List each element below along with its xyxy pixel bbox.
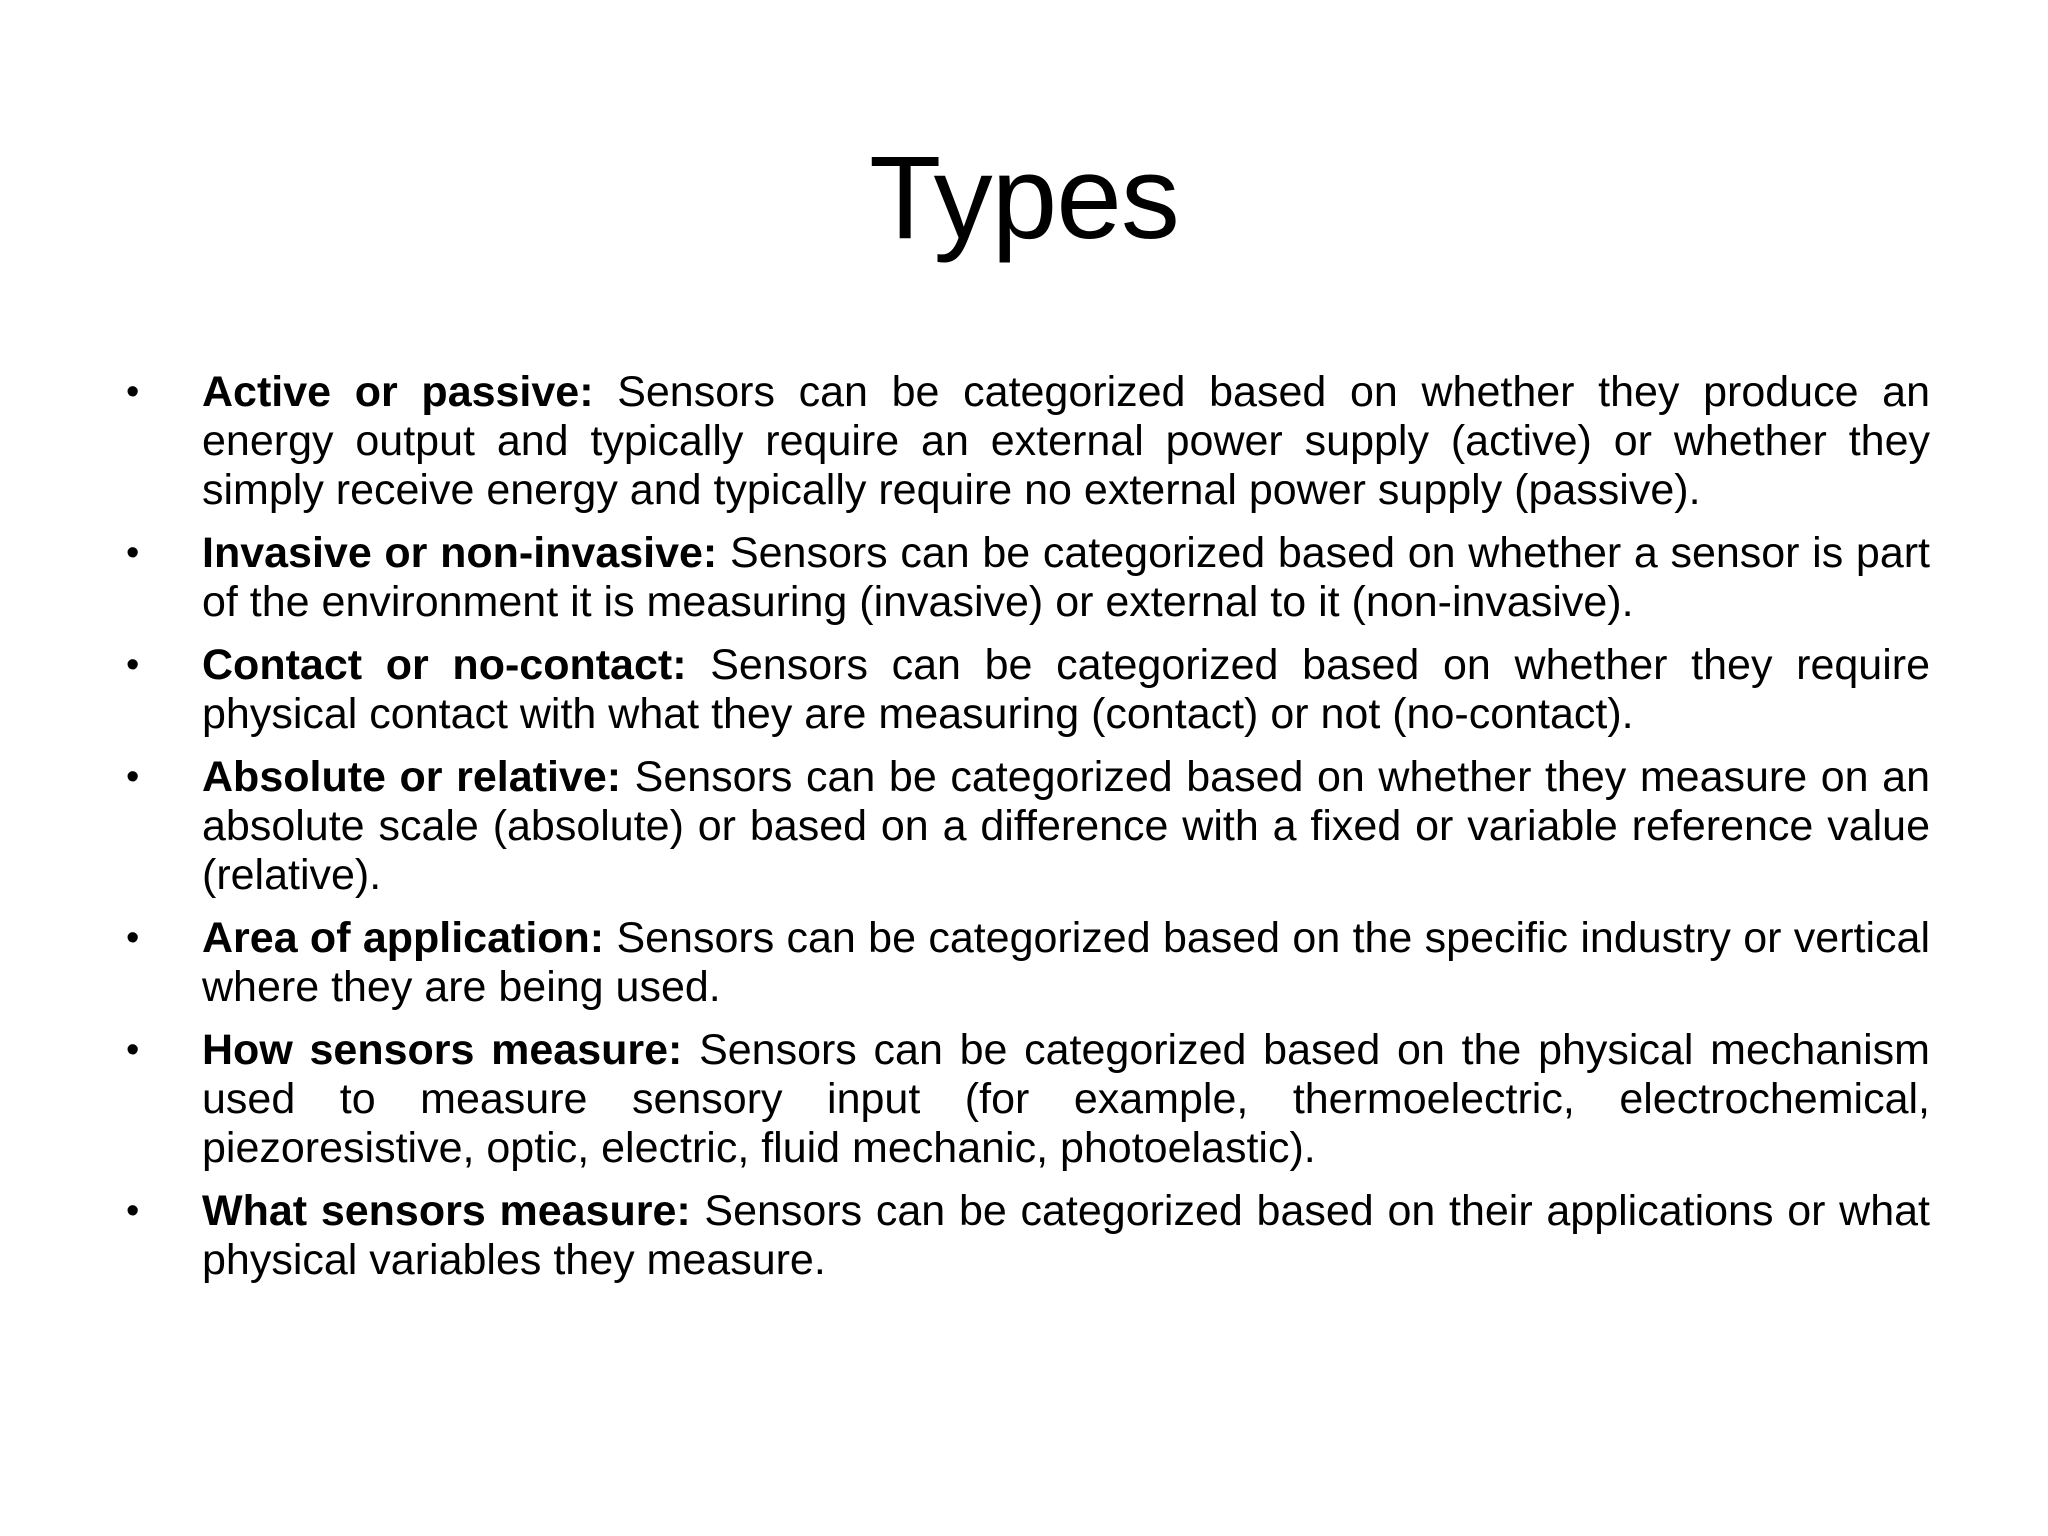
bullet-text: Sensors can be categorized based on whether a sensor is part of the environment it is measuring (invasive) or external to it (non-invasive). xyxy=(202,529,1931,626)
bullet-text: Sensors can be categorized based on the specific industry or vertical where they are being used. xyxy=(202,914,1930,1011)
bullet-item-how-measure xyxy=(120,1026,1930,1173)
bullet-list xyxy=(120,368,1930,1299)
bullet-item-what-measure xyxy=(120,1187,1930,1285)
bullet-term: How sensors measure: xyxy=(202,1026,683,1074)
bullet-dot-icon: • xyxy=(126,1029,140,1071)
bullet-text: Sensors can be categorized based on whether they measure on an absolute scale (absolute) or based on a difference with a fixed or variable reference value (relative). xyxy=(202,753,1930,899)
bullet-term: What sensors measure: xyxy=(202,1187,691,1235)
bullet-text: Sensors can be categorized based on their applications or what physical variables they measure. xyxy=(202,1187,1930,1284)
bullet-text: Sensors can be categorized based on the physical mechanism used to measure sensory input (for example, thermoelectric, electrochemical, piezoresistive, optic, electric, fluid mechanic, photoelastic). xyxy=(202,1026,1930,1172)
bullet-dot-icon: • xyxy=(126,644,140,686)
bullet-text: Sensors can be categorized based on whether they require physical contact with what they are measuring (contact) or not (no-contact). xyxy=(202,641,1930,738)
bullet-dot-icon: • xyxy=(126,532,140,574)
bullet-dot-icon: • xyxy=(126,917,140,959)
bullet-dot-icon: • xyxy=(126,1190,140,1232)
bullet-term: Active or passive: xyxy=(202,368,594,416)
bullet-item-active-passive xyxy=(120,368,1930,515)
bullet-item-absolute xyxy=(120,753,1930,900)
bullet-dot-icon: • xyxy=(126,371,140,413)
bullet-item-contact xyxy=(120,641,1930,739)
bullet-term: Area of application: xyxy=(202,914,605,962)
bullet-text: Sensors can be categorized based on whether they produce an energy output and typically require an external power supply (active) or whether they simply receive energy and typically require no external power supply (passive). xyxy=(202,368,1931,514)
bullet-dot-icon: • xyxy=(126,756,140,798)
bullet-item-invasive xyxy=(120,529,1930,627)
bullet-term: Absolute or relative: xyxy=(202,753,622,801)
slide-title: Types xyxy=(869,132,1179,264)
bullet-term: Contact or no-contact: xyxy=(202,641,687,689)
bullet-term: Invasive or non-invasive: xyxy=(202,529,718,577)
bullet-item-area xyxy=(120,914,1930,1012)
